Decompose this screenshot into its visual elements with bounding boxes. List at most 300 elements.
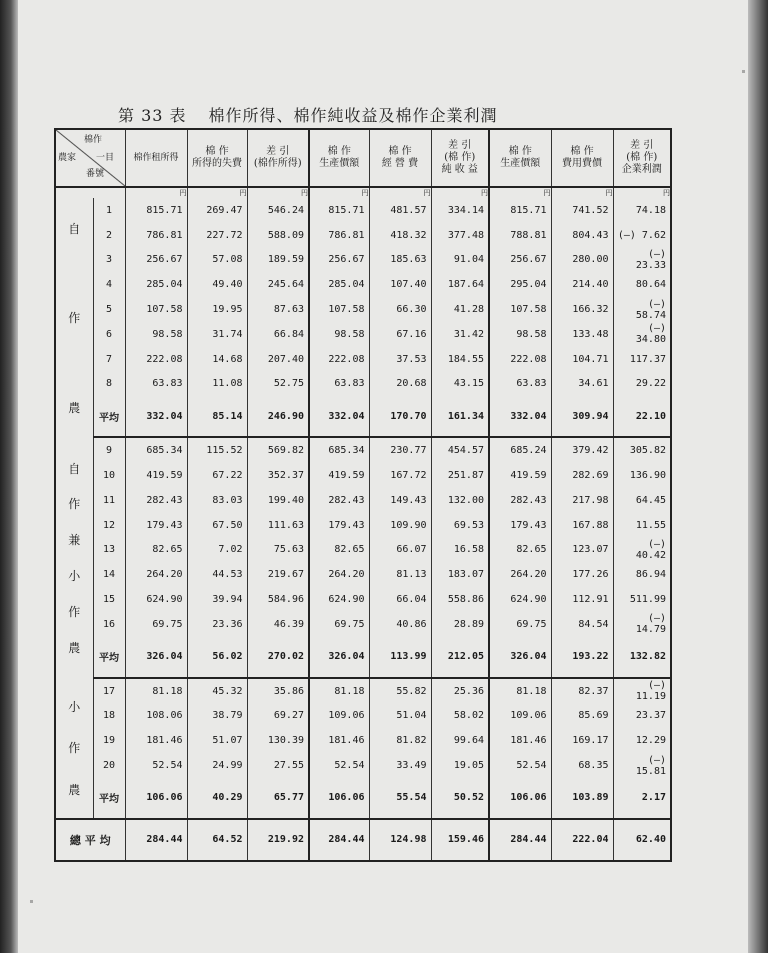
table-cell: 28.89	[431, 612, 489, 637]
table-cell: 11.08	[187, 372, 247, 397]
table-cell: 379.42	[551, 437, 613, 463]
table-cell: 222.08	[309, 347, 369, 372]
table-cell: 185.63	[369, 248, 431, 273]
table-cell: 106.06	[125, 778, 187, 819]
table-title	[118, 103, 498, 126]
col-header-4: 棉 作 生產價額	[309, 129, 369, 187]
table-cell: 189.59	[247, 248, 309, 273]
table-cell: 117.37	[613, 347, 671, 372]
table-cell: 82.65	[309, 538, 369, 563]
table-cell: 98.58	[125, 322, 187, 347]
table-cell: 558.86	[431, 587, 489, 612]
farm-number: 12	[93, 513, 125, 538]
table-row	[55, 322, 671, 347]
corner-bottom-label: 番號	[86, 169, 105, 179]
table-cell: 222.08	[125, 347, 187, 372]
table-cell: 285.04	[309, 272, 369, 297]
table-row	[55, 728, 671, 753]
table-cell: 62.40	[613, 819, 671, 861]
table-body	[55, 187, 671, 861]
table-cell: 546.24	[247, 198, 309, 223]
table-cell: 285.04	[125, 272, 187, 297]
table-cell: 84.54	[551, 612, 613, 637]
table-cell: (—) 15.81	[613, 753, 671, 778]
table-cell: 81.18	[125, 678, 187, 704]
group-label-char: 農	[68, 400, 81, 415]
table-cell: 51.04	[369, 704, 431, 729]
farm-number: 20	[93, 753, 125, 778]
table-cell: 58.02	[431, 704, 489, 729]
table-cell: 66.07	[369, 538, 431, 563]
table-row	[55, 347, 671, 372]
farm-number: 16	[93, 612, 125, 637]
table-cell: 57.08	[187, 248, 247, 273]
table-cell: 167.72	[369, 463, 431, 488]
table-cell: 222.08	[489, 347, 551, 372]
farm-number: 13	[93, 538, 125, 563]
table-cell: 179.43	[489, 513, 551, 538]
farm-number: 2	[93, 223, 125, 248]
table-cell: 183.07	[431, 562, 489, 587]
table-cell: 80.64	[613, 272, 671, 297]
table-cell: (—) 58.74	[613, 297, 671, 322]
table-cell: 64.45	[613, 488, 671, 513]
table-cell: 193.22	[551, 637, 613, 678]
table-row	[55, 297, 671, 322]
table-row	[55, 562, 671, 587]
average-label: 平均	[93, 637, 125, 678]
farm-number: 10	[93, 463, 125, 488]
table-cell: 85.69	[551, 704, 613, 729]
table-cell: 82.65	[125, 538, 187, 563]
group-label-char: 作	[68, 497, 81, 512]
table-cell: 45.32	[187, 678, 247, 704]
table-cell: 81.82	[369, 728, 431, 753]
unit-label: 円	[369, 187, 431, 198]
table-cell: 68.35	[551, 753, 613, 778]
table-cell: 179.43	[125, 513, 187, 538]
table-row	[55, 198, 671, 223]
table-cell: 264.20	[489, 562, 551, 587]
table-cell: 75.63	[247, 538, 309, 563]
table-cell: 25.36	[431, 678, 489, 704]
col-header-5: 棉 作 經 營 費	[369, 129, 431, 187]
average-row	[55, 637, 671, 678]
table-cell: 269.47	[187, 198, 247, 223]
table-cell: 107.58	[309, 297, 369, 322]
table-cell: 219.67	[247, 562, 309, 587]
table-cell: 87.63	[247, 297, 309, 322]
farm-number: 19	[93, 728, 125, 753]
table-cell: 7.02	[187, 538, 247, 563]
unit-label: 円	[613, 187, 671, 198]
table-cell: 804.43	[551, 223, 613, 248]
table-cell: 284.44	[125, 819, 187, 861]
table-cell: 282.43	[125, 488, 187, 513]
table-cell: 419.59	[489, 463, 551, 488]
table-cell: 246.90	[247, 396, 309, 437]
page-edge-shadow	[748, 0, 768, 953]
group-label-char: 小	[68, 699, 81, 714]
table-cell: 14.68	[187, 347, 247, 372]
table-cell: 588.09	[247, 223, 309, 248]
table-cell: 569.82	[247, 437, 309, 463]
table-row	[55, 437, 671, 463]
table-cell: 63.83	[125, 372, 187, 397]
table-cell: 212.05	[431, 637, 489, 678]
average-label: 平均	[93, 778, 125, 819]
table-cell: 86.94	[613, 562, 671, 587]
table-cell: 16.58	[431, 538, 489, 563]
table-cell: 63.83	[309, 372, 369, 397]
table-row	[55, 488, 671, 513]
table-cell: 44.53	[187, 562, 247, 587]
table-cell: 52.54	[125, 753, 187, 778]
table-row	[55, 248, 671, 273]
table-cell: 31.74	[187, 322, 247, 347]
table-cell: 377.48	[431, 223, 489, 248]
table-cell: 326.04	[309, 637, 369, 678]
table-cell: 227.72	[187, 223, 247, 248]
table-cell: 52.75	[247, 372, 309, 397]
table-cell: 815.71	[125, 198, 187, 223]
table-cell: 37.53	[369, 347, 431, 372]
table-cell: 83.03	[187, 488, 247, 513]
col-header-6: 差 引 (棉 作) 純 收 益	[431, 129, 489, 187]
table-cell: 82.37	[551, 678, 613, 704]
table-cell: 65.77	[247, 778, 309, 819]
table-cell: 52.54	[489, 753, 551, 778]
table-cell: 113.99	[369, 637, 431, 678]
farm-number: 6	[93, 322, 125, 347]
table-cell: 685.34	[125, 437, 187, 463]
table-cell: 66.04	[369, 587, 431, 612]
table-cell: 81.18	[489, 678, 551, 704]
average-label: 平均	[93, 396, 125, 437]
table-cell: (—) 11.19	[613, 678, 671, 704]
table-cell: 284.44	[489, 819, 551, 861]
farm-number: 14	[93, 562, 125, 587]
corner-top-label: 棉作	[84, 135, 103, 145]
unit-row	[55, 187, 671, 198]
table-cell: 112.91	[551, 587, 613, 612]
table-row	[55, 753, 671, 778]
table-cell: 55.54	[369, 778, 431, 819]
table-cell: 103.89	[551, 778, 613, 819]
table-cell: 332.04	[309, 396, 369, 437]
table-cell: 56.02	[187, 637, 247, 678]
table-cell: 230.77	[369, 437, 431, 463]
farm-number: 8	[93, 372, 125, 397]
table-cell: 177.26	[551, 562, 613, 587]
table-cell: 181.46	[489, 728, 551, 753]
table-cell: 511.99	[613, 587, 671, 612]
table-cell: 624.90	[489, 587, 551, 612]
table-cell: 282.69	[551, 463, 613, 488]
table-cell: 111.63	[247, 513, 309, 538]
table-row	[55, 463, 671, 488]
table-cell: 815.71	[489, 198, 551, 223]
table-cell: 786.81	[125, 223, 187, 248]
table-row	[55, 678, 671, 704]
table-cell: 282.43	[309, 488, 369, 513]
table-cell: 181.46	[309, 728, 369, 753]
group-label-char: 農	[68, 782, 81, 797]
table-cell: 107.58	[125, 297, 187, 322]
table-cell: 104.71	[551, 347, 613, 372]
group-label-char: 作	[68, 311, 81, 326]
unit-label: 円	[309, 187, 369, 198]
table-cell: 284.44	[309, 819, 369, 861]
table-cell: 34.61	[551, 372, 613, 397]
table-cell: 454.57	[431, 437, 489, 463]
farm-number: 4	[93, 272, 125, 297]
table-cell: 169.17	[551, 728, 613, 753]
table-cell: 159.46	[431, 819, 489, 861]
table-cell: 624.90	[125, 587, 187, 612]
table-cell: 270.02	[247, 637, 309, 678]
group-label-char: 作	[68, 604, 81, 619]
group-label	[55, 437, 93, 677]
table-cell: 69.53	[431, 513, 489, 538]
group-label-char: 自	[68, 221, 81, 236]
table-cell: 184.55	[431, 347, 489, 372]
table-cell: 51.07	[187, 728, 247, 753]
table-cell: 334.14	[431, 198, 489, 223]
col-header-3: 差 引 (棉作所得)	[247, 129, 309, 187]
table-row	[55, 223, 671, 248]
corner-mid-label: 一目	[96, 153, 115, 163]
table-cell: (—) 23.33	[613, 248, 671, 273]
table-cell: 66.30	[369, 297, 431, 322]
table-cell: (—) 40.42	[613, 538, 671, 563]
table-cell: 685.34	[309, 437, 369, 463]
table-caption: 棉作所得、棉作純收益及棉作企業利潤	[208, 106, 498, 125]
table-cell: 22.10	[613, 396, 671, 437]
table-cell: 685.24	[489, 437, 551, 463]
table-cell: 181.46	[125, 728, 187, 753]
table-cell: 245.64	[247, 272, 309, 297]
unit-label: 円	[247, 187, 309, 198]
col-header-9: 差 引 (棉 作) 企業利潤	[613, 129, 671, 187]
table-cell: 50.52	[431, 778, 489, 819]
table-cell: 23.37	[613, 704, 671, 729]
table-cell: 256.67	[125, 248, 187, 273]
table-cell: 40.86	[369, 612, 431, 637]
col-header-8: 棉 作 費用費價	[551, 129, 613, 187]
table-cell: 788.81	[489, 223, 551, 248]
table-cell: 109.90	[369, 513, 431, 538]
col-header-2: 棉 作 所得的失費	[187, 129, 247, 187]
farm-number: 18	[93, 704, 125, 729]
table-cell: 187.64	[431, 272, 489, 297]
table-cell: 332.04	[489, 396, 551, 437]
table-row	[55, 587, 671, 612]
table-cell: 256.67	[489, 248, 551, 273]
table-cell: 123.07	[551, 538, 613, 563]
table-cell: 43.15	[431, 372, 489, 397]
table-cell: 133.48	[551, 322, 613, 347]
table-cell: 149.43	[369, 488, 431, 513]
table-row	[55, 513, 671, 538]
farm-number: 15	[93, 587, 125, 612]
farm-number: 7	[93, 347, 125, 372]
group-label-char: 兼	[68, 533, 81, 548]
col-header-7: 棉 作 生產價額	[489, 129, 551, 187]
table-cell: 332.04	[125, 396, 187, 437]
table-cell: 85.14	[187, 396, 247, 437]
table-cell: 251.87	[431, 463, 489, 488]
table-row	[55, 272, 671, 297]
table-cell: 419.59	[125, 463, 187, 488]
table-cell: 280.00	[551, 248, 613, 273]
farm-number: 3	[93, 248, 125, 273]
header-row	[55, 129, 671, 187]
farm-number: 9	[93, 437, 125, 463]
table-cell: 295.04	[489, 272, 551, 297]
table-cell: 179.43	[309, 513, 369, 538]
table-cell: 115.52	[187, 437, 247, 463]
table-cell: 39.94	[187, 587, 247, 612]
unit-label: 円	[125, 187, 187, 198]
table-cell: 67.22	[187, 463, 247, 488]
table-cell: 11.55	[613, 513, 671, 538]
grand-average-label: 總 平 均	[55, 819, 125, 861]
table-cell: 109.06	[309, 704, 369, 729]
farm-number: 5	[93, 297, 125, 322]
table-cell: 19.95	[187, 297, 247, 322]
table-cell: 106.06	[489, 778, 551, 819]
table-cell: 82.65	[489, 538, 551, 563]
data-table	[54, 128, 672, 862]
table-cell: 24.99	[187, 753, 247, 778]
table-cell: 38.79	[187, 704, 247, 729]
table-cell: 217.98	[551, 488, 613, 513]
table-cell: (—) 14.79	[613, 612, 671, 637]
group-label-char: 農	[68, 640, 81, 655]
table-cell: 12.29	[613, 728, 671, 753]
table-cell: 305.82	[613, 437, 671, 463]
unit-label: 円	[489, 187, 551, 198]
group-label-char: 自	[68, 461, 81, 476]
table-number: 第 33 表	[118, 106, 187, 125]
table-cell: 815.71	[309, 198, 369, 223]
table-cell: 219.92	[247, 819, 309, 861]
table-cell: 67.50	[187, 513, 247, 538]
table-cell: 46.39	[247, 612, 309, 637]
table-cell: 2.17	[613, 778, 671, 819]
table-row	[55, 372, 671, 397]
table-cell: 352.37	[247, 463, 309, 488]
table-cell: 326.04	[489, 637, 551, 678]
table-cell: 81.18	[309, 678, 369, 704]
table-cell: 41.28	[431, 297, 489, 322]
scan-speck	[30, 900, 33, 903]
group-label-char: 作	[68, 741, 81, 756]
farm-number: 11	[93, 488, 125, 513]
unit-label: 円	[187, 187, 247, 198]
table-cell: 161.34	[431, 396, 489, 437]
average-row	[55, 396, 671, 437]
table-cell: 64.52	[187, 819, 247, 861]
table-cell: 207.40	[247, 347, 309, 372]
table-cell: 49.40	[187, 272, 247, 297]
table-cell: 31.42	[431, 322, 489, 347]
table-cell: 29.22	[613, 372, 671, 397]
farm-number: 17	[93, 678, 125, 704]
table-cell: 91.04	[431, 248, 489, 273]
table-cell: 19.05	[431, 753, 489, 778]
table-cell: 99.64	[431, 728, 489, 753]
table-cell: 309.94	[551, 396, 613, 437]
corner-left-label: 農家	[58, 153, 77, 163]
table-cell: 786.81	[309, 223, 369, 248]
table-cell: 69.27	[247, 704, 309, 729]
table-cell: 35.86	[247, 678, 309, 704]
table-cell: 166.32	[551, 297, 613, 322]
average-row	[55, 778, 671, 819]
page-binding-shadow	[0, 0, 18, 953]
unit-label: 円	[551, 187, 613, 198]
table-cell: 418.32	[369, 223, 431, 248]
table-cell: 481.57	[369, 198, 431, 223]
table-cell: 69.75	[489, 612, 551, 637]
table-cell: 584.96	[247, 587, 309, 612]
table-cell: 55.82	[369, 678, 431, 704]
table-cell: 124.98	[369, 819, 431, 861]
table-cell: 264.20	[309, 562, 369, 587]
unit-label: 円	[431, 187, 489, 198]
group-label-char: 小	[68, 568, 81, 583]
grand-average-row	[55, 819, 671, 861]
table-cell: 136.90	[613, 463, 671, 488]
table-cell: 33.49	[369, 753, 431, 778]
scan-speck	[742, 70, 745, 73]
table-cell: (—) 7.62	[613, 223, 671, 248]
table-cell: 98.58	[309, 322, 369, 347]
table-cell: 167.88	[551, 513, 613, 538]
table-cell: 81.13	[369, 562, 431, 587]
table-cell: 20.68	[369, 372, 431, 397]
table-cell: 326.04	[125, 637, 187, 678]
table-cell: 98.58	[489, 322, 551, 347]
table-cell: 52.54	[309, 753, 369, 778]
table-cell: 132.82	[613, 637, 671, 678]
table-cell: (—) 34.80	[613, 322, 671, 347]
table-cell: 624.90	[309, 587, 369, 612]
table-row	[55, 612, 671, 637]
table-cell: 109.06	[489, 704, 551, 729]
table-cell: 214.40	[551, 272, 613, 297]
table-row	[55, 538, 671, 563]
farm-number: 1	[93, 198, 125, 223]
table-cell: 130.39	[247, 728, 309, 753]
table-cell: 69.75	[125, 612, 187, 637]
table-cell: 264.20	[125, 562, 187, 587]
table-cell: 107.40	[369, 272, 431, 297]
table-cell: 106.06	[309, 778, 369, 819]
table-cell: 67.16	[369, 322, 431, 347]
table-cell: 23.36	[187, 612, 247, 637]
corner-header	[55, 129, 125, 187]
table-cell: 69.75	[309, 612, 369, 637]
table-cell: 170.70	[369, 396, 431, 437]
table-cell: 27.55	[247, 753, 309, 778]
table-cell: 107.58	[489, 297, 551, 322]
table-cell: 66.84	[247, 322, 309, 347]
col-header-1: 棉作租所得	[125, 129, 187, 187]
group-label	[55, 678, 93, 819]
